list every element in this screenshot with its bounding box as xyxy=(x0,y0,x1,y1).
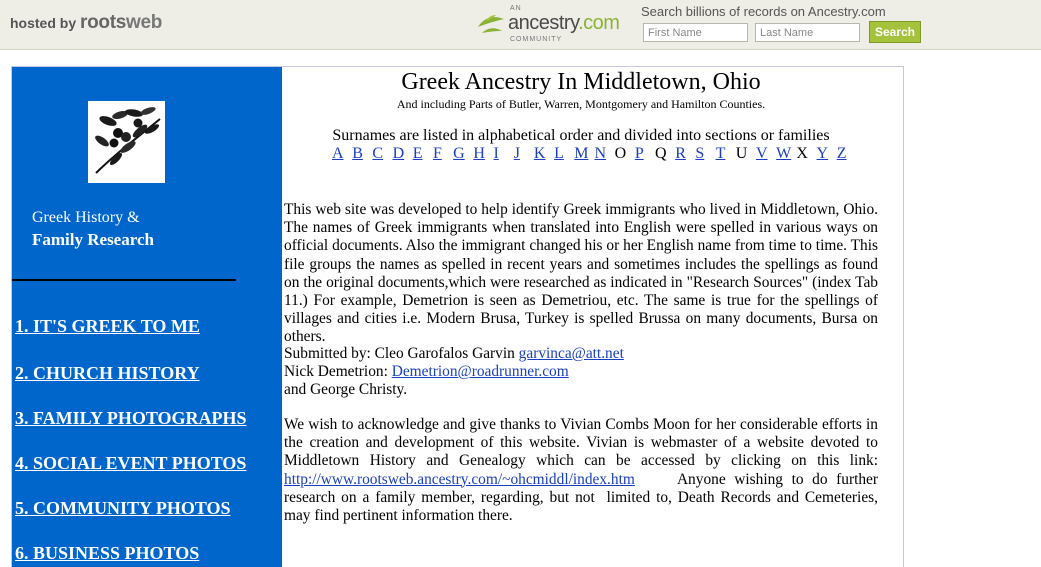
top-banner xyxy=(0,0,1041,50)
credit-cleo: Submitted by: Cleo Garofalos Garvin garvinca@att.net xyxy=(284,345,624,362)
letter-l-link[interactable]: L xyxy=(554,145,564,162)
letter-s-link[interactable]: S xyxy=(695,145,705,162)
nav-social-event-photos[interactable]: 4. SOCIAL EVENT PHOTOS xyxy=(15,453,247,473)
letter-b-link[interactable]: B xyxy=(352,145,363,162)
letter-h-link[interactable]: H xyxy=(473,145,485,162)
hosted-by-label: hosted by xyxy=(10,15,77,31)
nav-business-photos[interactable]: 6. BUSINESS PHOTOS xyxy=(15,543,200,563)
credit-nick: Nick Demetrion: Demetrion@roadrunner.com xyxy=(284,363,569,381)
alphabet-index xyxy=(332,145,852,163)
last-name-input[interactable] xyxy=(755,23,860,42)
ancestry-leaf-icon xyxy=(476,13,506,37)
sidebar xyxy=(12,67,282,567)
ancestry-wordmark: ancestry.com xyxy=(508,12,620,34)
letter-j-link[interactable]: J xyxy=(513,145,520,162)
letter-k-link[interactable]: K xyxy=(533,145,546,162)
letter-t-link[interactable]: T xyxy=(715,145,726,162)
nav-church-history[interactable]: 2. CHURCH HISTORY xyxy=(15,363,200,383)
letter-a-link[interactable]: A xyxy=(332,145,344,162)
sidebar-title-line1: Greek History & xyxy=(32,209,140,226)
page-title: Greek Ancestry In Middletown, Ohio xyxy=(401,69,761,95)
surname-note: Surnames are listed in alphabetical order and divided into sections or families xyxy=(332,127,830,144)
letter-z-link[interactable]: Z xyxy=(836,145,847,162)
letter-m-link[interactable]: M xyxy=(574,145,589,162)
letter-u: U xyxy=(735,145,748,162)
letter-v-link[interactable]: V xyxy=(755,145,768,162)
sidebar-divider xyxy=(12,279,236,281)
acknowledgement-paragraph: We wish to acknowledge and give thanks to Vivian Combs Moon for her considerable efforts in the creation and development of this website. Vivian is webmaster of a website devoted to Middletown History and Genealogy which can be accessed by clicking on this link: http://www.rootsweb.ancestry.com/~ohcmiddl/index.htm Anyone wishing to do further research on a family member, regarding, but not limited to, Death Records and Cemeteries, may find pertinent information there. xyxy=(284,416,886,525)
letter-i-link[interactable]: I xyxy=(493,145,499,162)
hosted-by-rootsweb[interactable] xyxy=(10,12,162,34)
letter-f-link[interactable]: F xyxy=(432,145,442,162)
letter-y-link[interactable]: Y xyxy=(816,145,829,162)
ancestry-community-logo[interactable] xyxy=(476,5,636,45)
middletown-history-link[interactable]: http://www.rootsweb.ancestry.com/~ohcmiddl/index.htm xyxy=(284,470,635,488)
letter-c-link[interactable]: C xyxy=(372,145,384,162)
letter-p-link[interactable]: P xyxy=(634,145,644,162)
rootsweb-logo[interactable]: rootsweb xyxy=(80,12,163,33)
letter-r-link[interactable]: R xyxy=(675,145,686,162)
sidebar-title xyxy=(32,207,154,251)
nav-family-photographs[interactable]: 3. FAMILY PHOTOGRAPHS xyxy=(15,408,247,428)
intro-paragraph: This web site was developed to help identify Greek immigrants who lived in Middletown, Ohio. The names of Greek immigrants when translated into English were spelled in various ways on official documents. Also the immigrant changed his or her English name from time to time. This file groups the names as spelled in recent years and sometimes includes the spellings as found on the original documents,which were researched as indicated in "Research Sources" (index Tab 11.) For example, Demetrion is seen as Demetriou, etc. The same is true for the spellings of villages and cities i.e. Modern Brusa, Turkey is spelled Brussa on many documents, Bursa on others. xyxy=(284,201,878,346)
credits xyxy=(284,345,878,400)
letter-d-link[interactable]: D xyxy=(392,145,405,162)
letter-x: X xyxy=(796,145,808,162)
letter-n-link[interactable]: N xyxy=(594,145,606,162)
nav-its-greek-to-me[interactable]: 1. IT'S GREEK TO ME xyxy=(15,316,200,336)
search-prompt: Search billions of records on Ancestry.com xyxy=(641,4,886,19)
sidebar-title-line2: Family Research xyxy=(32,230,154,249)
credit-george: and George Christy. xyxy=(284,381,408,399)
cleo-email-link[interactable]: garvinca@att.net xyxy=(518,345,624,362)
search-button[interactable]: Search xyxy=(869,21,921,43)
letter-w-link[interactable]: W xyxy=(776,145,792,162)
olive-branch-image xyxy=(88,101,165,183)
nick-email-link[interactable]: Demetrion@roadrunner.com xyxy=(391,363,569,381)
page-subtitle: And including Parts of Butler, Warren, Montgomery and Hamilton Counties. xyxy=(396,97,766,111)
letter-e-link[interactable]: E xyxy=(412,145,423,162)
letter-o: O xyxy=(614,145,627,162)
ancestry-community-label: COMMUNITY xyxy=(510,36,563,43)
olive-branch-icon xyxy=(88,101,165,183)
nav-community-photos[interactable]: 5. COMMUNITY PHOTOS xyxy=(15,498,231,518)
first-name-input[interactable] xyxy=(643,23,748,42)
letter-g-link[interactable]: G xyxy=(453,145,465,162)
ancestry-an-label: AN xyxy=(510,5,522,12)
letter-q: Q xyxy=(655,145,667,162)
